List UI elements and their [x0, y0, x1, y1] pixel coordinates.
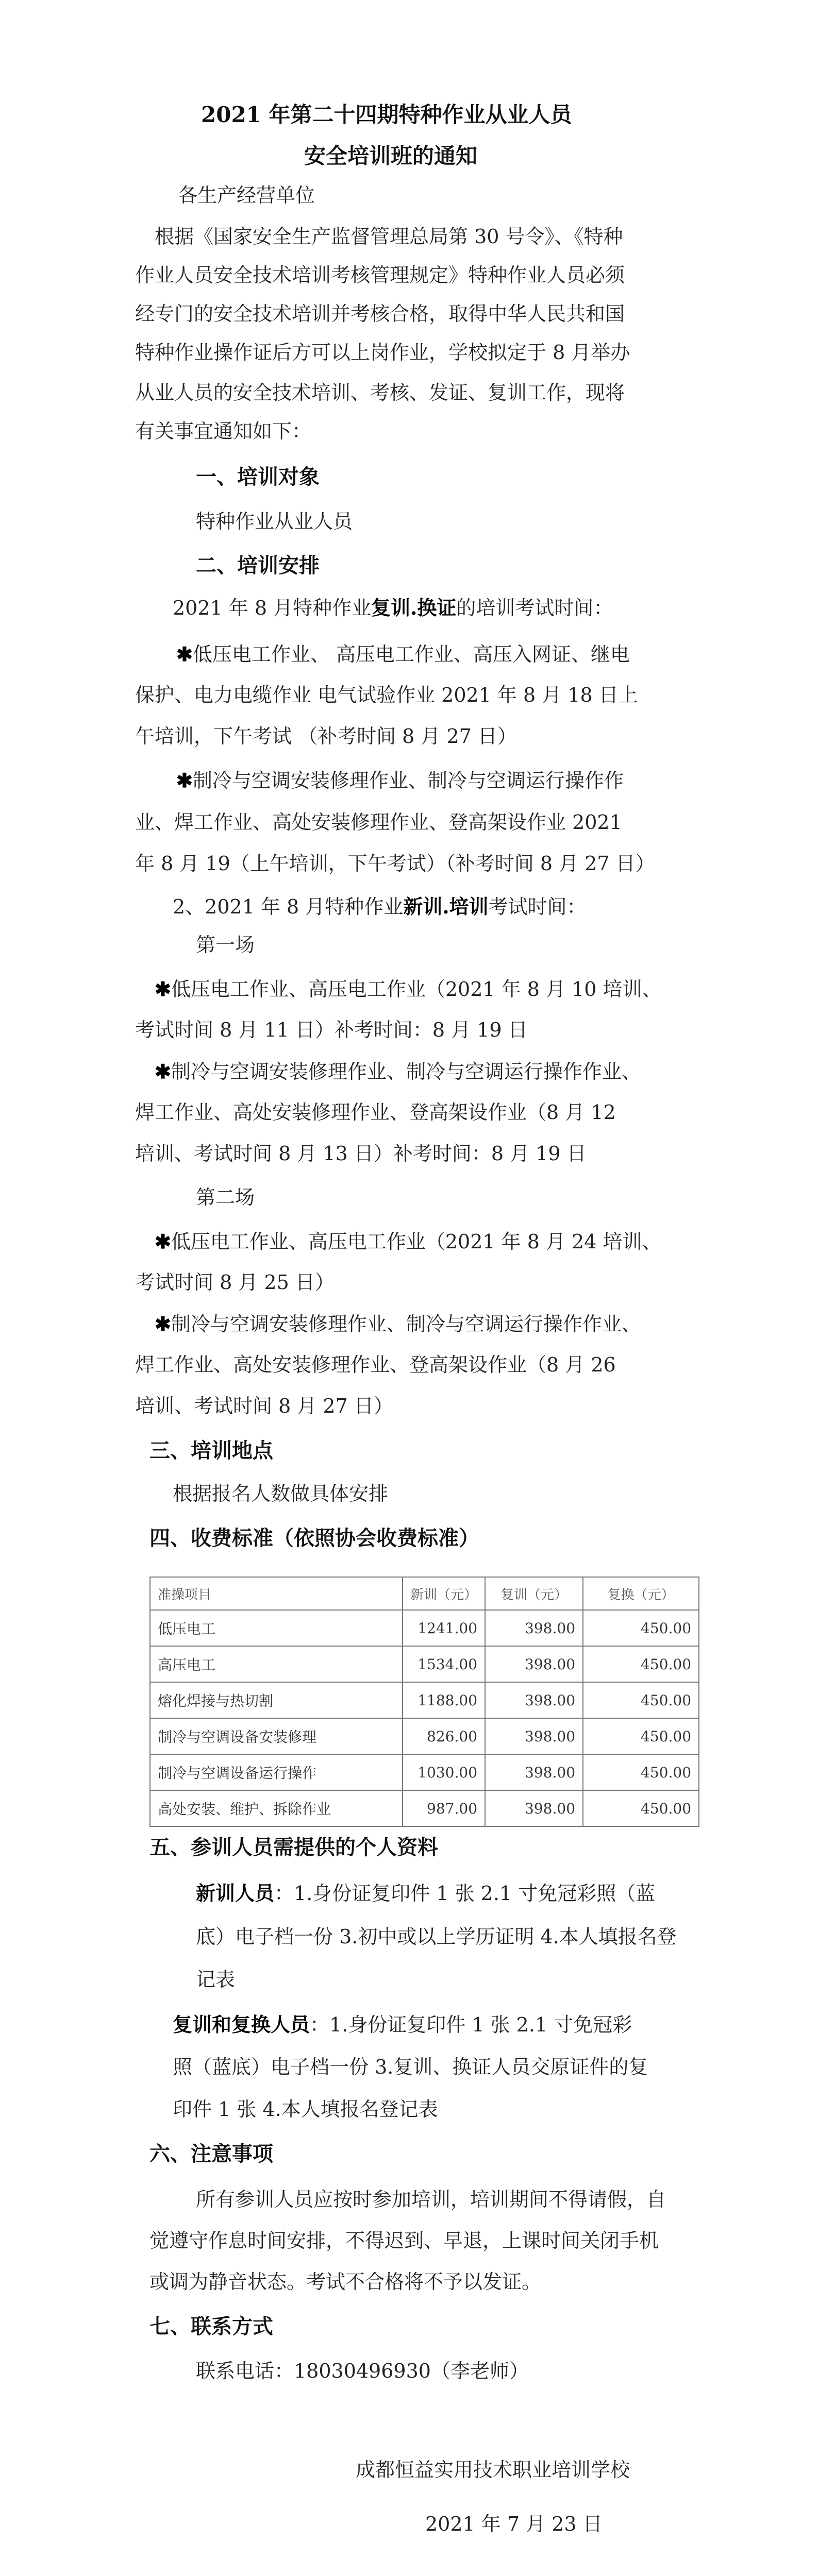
- notice-line: 或调为静音状态。考试不合格将不予以发证。: [149, 2270, 542, 2293]
- section-body-3: 根据报名人数做具体安排: [173, 1482, 389, 1505]
- session2-item-2-cont: 焊工作业、高处安装修理作业、登高架设作业（8 月 26: [135, 1353, 616, 1376]
- table-header: 复训（元）: [485, 1577, 583, 1610]
- asterisk-icon: ✱: [155, 1060, 171, 1083]
- table-header-row: [150, 1577, 699, 1610]
- table-cell: 450.00: [583, 1754, 699, 1790]
- section-heading-2: 二、培训安排: [196, 553, 320, 578]
- intro-line: 从业人员的安全技术培训、考核、发证、复训工作，现将: [135, 381, 625, 404]
- new-trainee-docs-cont: 底）电子档一份 3.初中或以上学历证明 4.本人填报名登: [196, 1925, 677, 1948]
- asterisk-icon: ✱: [155, 977, 171, 1001]
- table-row: [150, 1754, 699, 1790]
- intro-line: 经专门的安全技术培训并考核合格，取得中华人民共和国: [135, 302, 625, 325]
- asterisk-icon: ✱: [176, 642, 193, 666]
- table-row: [150, 1682, 699, 1718]
- title-line-1: 2021 年第二十四期特种作业从业人员: [201, 102, 572, 127]
- table-header: 新训（元）: [403, 1577, 485, 1610]
- table-row: [150, 1610, 699, 1646]
- table-cell: 熔化焊接与热切割: [150, 1682, 403, 1718]
- contact-phone: 联系电话：18030496930（李老师）: [196, 2360, 529, 2382]
- table-cell: 450.00: [583, 1646, 699, 1682]
- intro-line: 有关事宜通知如下：: [135, 420, 312, 443]
- renewal-trainee-docs-cont: 照（蓝底）电子档一份 3.复训、换证人员交原证件的复: [173, 2056, 648, 2078]
- table-cell: 450.00: [583, 1610, 699, 1646]
- table-cell: 高压电工: [150, 1646, 403, 1682]
- section-heading-7: 七、联系方式: [149, 2314, 273, 2338]
- section-heading-6: 六、注意事项: [149, 2142, 273, 2166]
- table-cell: 398.00: [485, 1790, 583, 1826]
- section-heading-1: 一、培训对象: [196, 465, 320, 489]
- intro-line: 根据《国家安全生产监督管理总局第 30 号令》、《特种: [155, 225, 623, 248]
- table-cell: 450.00: [583, 1682, 699, 1718]
- schedule-intro-renewal: 2021 年 8 月特种作业复训.换证的培训考试时间：: [173, 596, 613, 619]
- new-trainee-docs-cont: 记表: [196, 1968, 236, 1991]
- table-header: 复换（元）: [583, 1577, 699, 1610]
- table-cell: 1534.00: [403, 1646, 485, 1682]
- asterisk-icon: ✱: [155, 1312, 171, 1335]
- table-header: 准操项目: [150, 1577, 403, 1610]
- table-cell: 450.00: [583, 1790, 699, 1826]
- section-body-1: 特种作业从业人员: [196, 510, 353, 533]
- asterisk-icon: ✱: [155, 1230, 171, 1253]
- signature-org: 成都恒益实用技术职业培训学校: [356, 2459, 630, 2481]
- table-row: [150, 1646, 699, 1682]
- schedule-item-1-cont: 保护、电力电缆作业 电气试验作业 2021 年 8 月 18 日上: [135, 684, 638, 706]
- table-cell: 398.00: [485, 1718, 583, 1754]
- renewal-trainee-docs: 复训和复换人员：1.身份证复印件 1 张 2.1 寸免冠彩: [173, 2013, 632, 2036]
- table-row: [150, 1718, 699, 1754]
- table-cell: 1030.00: [403, 1754, 485, 1790]
- session2-item-1: ✱低压电工作业、高压电工作业（2021 年 8 月 24 培训、: [155, 1230, 662, 1253]
- title-line-2: 安全培训班的通知: [304, 143, 478, 168]
- table-cell: 398.00: [485, 1754, 583, 1790]
- table-cell: 制冷与空调设备安装修理: [150, 1718, 403, 1754]
- notice-line: 觉遵守作息时间安排，不得迟到、早退，上课时间关闭手机: [149, 2229, 659, 2252]
- schedule-item-1: ✱低压电工作业、 高压电工作业、高压入网证、继电: [176, 642, 630, 666]
- table-cell: 低压电工: [150, 1610, 403, 1646]
- session1-item-1-cont: 考试时间 8 月 11 日）补考时间：8 月 19 日: [135, 1019, 528, 1041]
- table-cell: 398.00: [485, 1682, 583, 1718]
- session-label-1: 第一场: [196, 934, 255, 956]
- section-heading-3: 三、培训地点: [149, 1438, 273, 1463]
- section-heading-5: 五、参训人员需提供的个人资料: [149, 1835, 438, 1859]
- fee-table: [149, 1577, 699, 1827]
- session1-item-2-cont: 培训、考试时间 8 月 13 日）补考时间：8 月 19 日: [135, 1142, 587, 1165]
- section-heading-4: 四、收费标准（依照协会收费标准）: [149, 1526, 479, 1550]
- schedule-item-2-cont: 年 8 月 19（上午培训，下午考试）（补考时间 8 月 27 日）: [135, 852, 655, 875]
- schedule-item-1-cont: 午培训，下午考试 （补考时间 8 月 27 日）: [135, 725, 517, 748]
- intro-line: 特种作业操作证后方可以上岗作业，学校拟定于 8 月举办: [135, 341, 630, 364]
- table-cell: 398.00: [485, 1646, 583, 1682]
- table-cell: 1241.00: [403, 1610, 485, 1646]
- table-cell: 制冷与空调设备运行操作: [150, 1754, 403, 1790]
- renewal-trainee-docs-cont: 印件 1 张 4.本人填报名登记表: [173, 2098, 438, 2121]
- table-cell: 398.00: [485, 1610, 583, 1646]
- session2-item-2-cont: 培训、考试时间 8 月 27 日）: [135, 1395, 393, 1417]
- schedule-intro-new: 2、2021 年 8 月特种作业新训.培训考试时间：: [173, 895, 587, 918]
- table-cell: 987.00: [403, 1790, 485, 1826]
- table-cell: 450.00: [583, 1718, 699, 1754]
- table-row: [150, 1790, 699, 1826]
- session-label-2: 第二场: [196, 1186, 255, 1209]
- notice-line: 所有参训人员应按时参加培训，培训期间不得请假，自: [196, 2188, 666, 2211]
- intro-line: 作业人员安全技术培训考核管理规定》特种作业人员必须: [135, 264, 625, 286]
- recipient: 各生产经营单位: [178, 184, 315, 207]
- table-cell: 826.00: [403, 1718, 485, 1754]
- signature-date: 2021 年 7 月 23 日: [425, 2513, 603, 2535]
- session1-item-2: ✱制冷与空调安装修理作业、制冷与空调运行操作作业、: [155, 1060, 641, 1083]
- table-cell: 高处安装、维护、拆除作业: [150, 1790, 403, 1826]
- session1-item-1: ✱低压电工作业、高压电工作业（2021 年 8 月 10 培训、: [155, 977, 662, 1001]
- new-trainee-docs: 新训人员：1.身份证复印件 1 张 2.1 寸免冠彩照（蓝: [196, 1882, 656, 1905]
- schedule-item-2-cont: 业、焊工作业、高处安装修理作业、登高架设作业 2021: [135, 811, 622, 834]
- session1-item-2-cont: 焊工作业、高处安装修理作业、登高架设作业（8 月 12: [135, 1101, 616, 1124]
- schedule-item-2: ✱制冷与空调安装修理作业、制冷与空调运行操作作: [176, 769, 624, 792]
- session2-item-1-cont: 考试时间 8 月 25 日）: [135, 1271, 335, 1294]
- table-cell: 1188.00: [403, 1682, 485, 1718]
- session2-item-2: ✱制冷与空调安装修理作业、制冷与空调运行操作作业、: [155, 1312, 641, 1335]
- asterisk-icon: ✱: [176, 769, 193, 792]
